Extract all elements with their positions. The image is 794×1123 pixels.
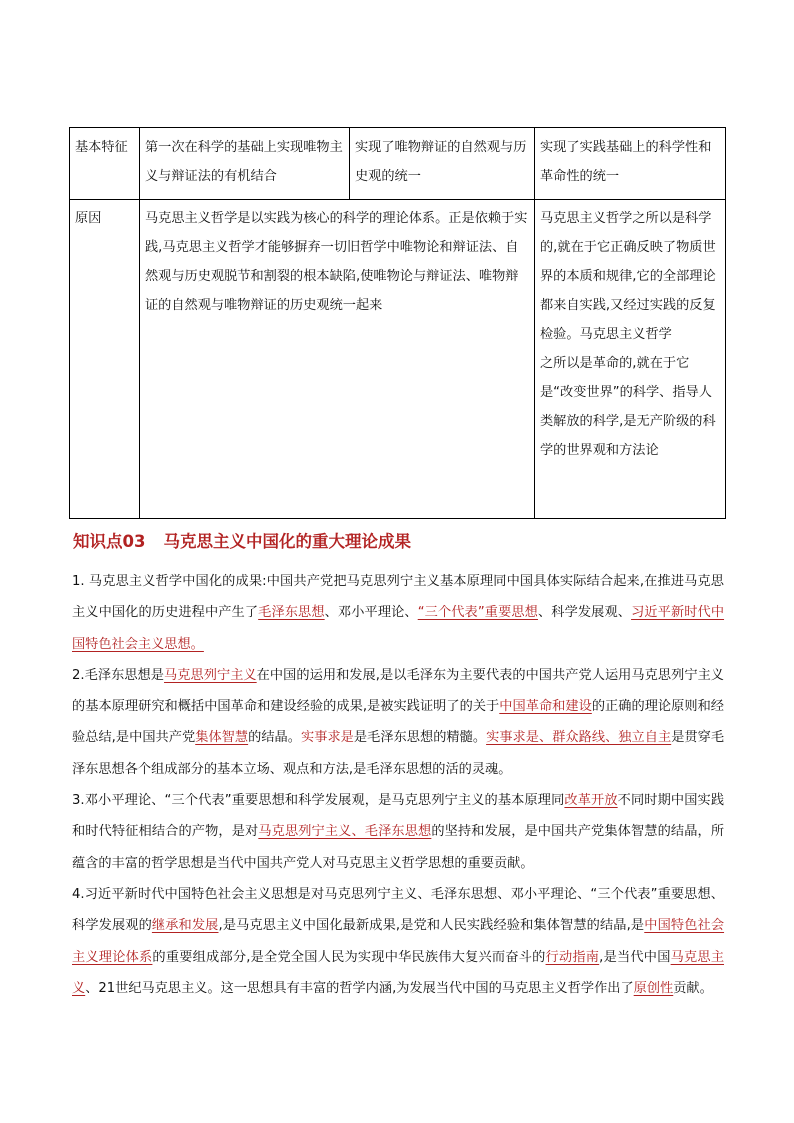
- text-run: 的坚持和发展，是中国共产党集体智慧的结晶，所蕴含的丰富的哲学思想是当代中国共产党人对马克思主义哲学思想的重要贡献。: [72, 824, 725, 871]
- table-cell: 第一次在科学的基础上实现唯物主义与辩证法的有机结合: [140, 128, 350, 200]
- table-row: [70, 200, 726, 519]
- table-cell: 实现了实践基础上的科学性和革命性的统一: [535, 128, 726, 200]
- text-run: 在中国的运用和发展,是以毛泽东为主要代表的中国共产党人运用马克思列宁主义的基本原理研究和概括中国革命和建设经验的成果,是被实践证明了的关于: [72, 667, 724, 715]
- text-run: 贡献。: [673, 980, 713, 996]
- key-term: 原创性: [633, 980, 674, 996]
- text-run: 、邓小平理论、: [324, 605, 418, 621]
- reason-science-text: 马克思主义哲学之所以是科学的,就在于它正确反映了物质世界的本质和规律,它的全部理论都来自实践,又经过实践的反复检验。马克思主义哲学: [540, 211, 716, 342]
- section-number: 知识点03: [73, 532, 146, 551]
- table-cell: 马克思主义哲学是以实践为核心的科学的理论体系。正是依赖于实践,马克思主义哲学才能够摒弃一切旧哲学中唯物论和辩证法、自然观与历史观脱节和割裂的根本缺陷,使唯物论与辩证法、唯物辩证的自然观与唯物辩证的历史观统一起来: [140, 200, 535, 519]
- table-row: [70, 128, 726, 200]
- text-run: 是贯穿毛泽东思想各个组成部分的基本立场、观点和方法,是毛泽东思想的活的灵魂。: [72, 730, 725, 777]
- text-run: 的结晶。: [248, 730, 301, 746]
- key-term: 改革开放: [564, 793, 618, 809]
- key-term: 中国革命和建设: [499, 699, 592, 715]
- text-run: 3.邓小平理论、“三个代表”重要思想和科学发展观，是马克思列宁主义的基本原理同: [72, 793, 565, 809]
- reason-revolution-text: 之所以是革命的,就在于它是“改变世界”的科学、指导人类解放的科学,是无产阶级的科学的世界观和方法论: [540, 356, 716, 458]
- key-term: 马克思列宁主义、毛泽东思想: [258, 824, 432, 840]
- text-run: 、科学发展观、: [537, 605, 632, 621]
- section-heading: [73, 530, 411, 554]
- table-cell: [535, 200, 726, 519]
- paragraph-1: [72, 566, 724, 660]
- key-term: 继承和发展: [151, 918, 219, 934]
- text-run: 4.习近平新时代中国特色社会主义思想是对马克思列宁主义、毛泽东思想、邓小平理论、“三个代表”重要思想、科学发展观的: [72, 886, 724, 934]
- text-run: 不同时期中国实践和时代特征相结合的产物，是对: [72, 793, 725, 840]
- philosophy-features-table: [69, 127, 726, 519]
- table-cell: 实现了唯物辩证的自然观与历史观的统一: [350, 128, 535, 200]
- text-run: 的正确的理论原则和经验总结,是中国共产党: [72, 699, 724, 746]
- row-label-reason: 原因: [70, 200, 140, 519]
- row-label-basic-features: 基本特征: [70, 128, 140, 200]
- key-term: 马克思列宁主义: [164, 667, 257, 683]
- key-term: 马克思主义: [72, 949, 725, 996]
- text-run: 是毛泽东思想的精髓。: [353, 730, 487, 746]
- section-body: [72, 566, 724, 1004]
- text-run: ,是马克思主义中国化最新成果,是党和人民实践经验和集体智慧的结晶,是: [218, 918, 645, 934]
- text-run: 、21世纪马克思主义。这一思想具有丰富的哲学内涵,为发展当代中国的马克思主义哲学作出了: [85, 980, 634, 996]
- paragraph-3: [72, 785, 724, 879]
- key-term: 行动指南: [545, 949, 600, 965]
- key-term: 实事求是: [301, 730, 354, 746]
- key-term: 习近平新时代中国特色社会主义思想。: [72, 605, 725, 652]
- key-term: 实事求是、群众路线、独立自主: [486, 730, 672, 746]
- key-term: 集体智慧: [195, 730, 249, 746]
- paragraph-2: [72, 660, 724, 785]
- text-run: 1. 马克思主义哲学中国化的成果:中国共产党把马克思列宁主义基本原理同中国具体实际结合起来,在推进马克思主义中国化的历史进程中产生了: [72, 574, 724, 621]
- paragraph-4: [72, 879, 724, 1004]
- text-run: 2.毛泽东思想是: [72, 667, 165, 683]
- section-title: 马克思主义中国化的重大理论成果: [163, 532, 411, 551]
- key-term: “三个代表”重要思想: [417, 605, 538, 621]
- text-run: 的重要组成部分,是全党全国人民为实现中华民族伟大复兴而奋斗的: [152, 949, 546, 965]
- key-term: 毛泽东思想: [258, 605, 325, 621]
- text-run: ,是当代中国: [599, 949, 671, 965]
- key-term: 中国特色社会主义理论体系: [72, 918, 725, 965]
